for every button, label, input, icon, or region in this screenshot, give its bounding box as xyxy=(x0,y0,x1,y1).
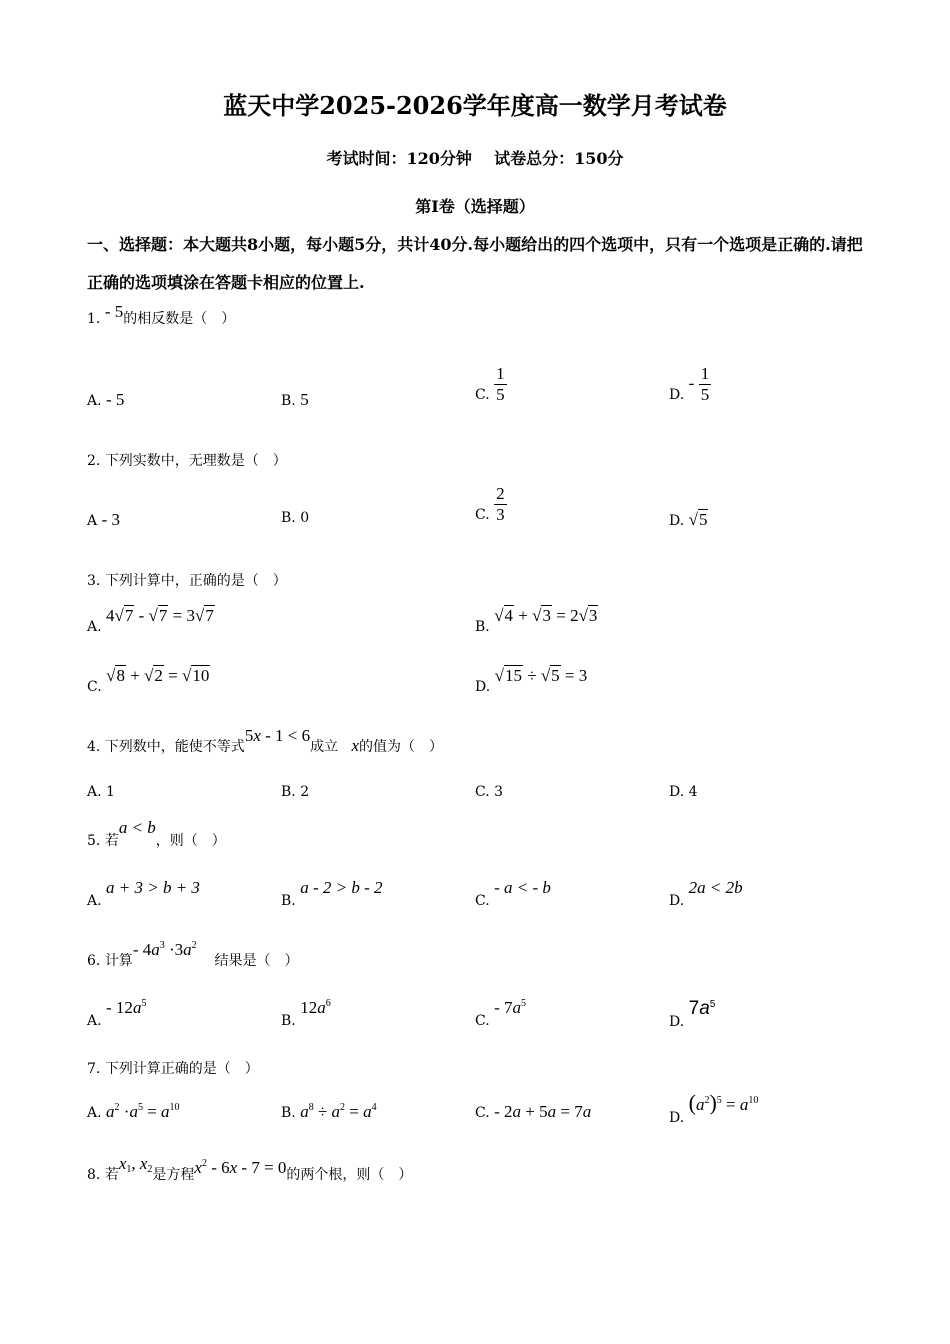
q1-option-c[interactable]: C. $\frac{1}{5}$ xyxy=(475,364,505,404)
question-3: 3. 下列计算中，正确的是（ ） xyxy=(87,573,287,589)
q6-option-d[interactable]: D. $7a^5$ xyxy=(669,998,716,1030)
q4-option-b[interactable]: B. 2 xyxy=(281,784,310,800)
math-expression: - 5 xyxy=(104,302,124,321)
q2-option-d[interactable]: D. √5 xyxy=(669,510,708,529)
question-4: 4. 下列数中，能使不等式5x - 1 < 6成立 x的值为（ ） xyxy=(87,726,444,755)
math-expression: 5x - 1 < 6 xyxy=(244,726,311,745)
question-5: 5. 若a < b，则（ ） xyxy=(87,818,226,849)
exam-title: 蓝天中学2025-2026学年度高一数学月考试卷 xyxy=(223,91,727,120)
question-text: 下列计算正确的是（ ） xyxy=(104,1061,259,1077)
q3-option-d[interactable]: D. √15 ÷ √5 = 3 xyxy=(475,666,588,695)
q6-option-c[interactable]: C. - $7a^5$ xyxy=(475,998,527,1029)
q5-option-d[interactable]: D. 2a < 2b xyxy=(669,878,743,909)
q3-option-c[interactable]: C. √8 + √2 = √10 xyxy=(87,666,210,695)
q7-option-c[interactable]: C. - 2a + 5a = 7a xyxy=(475,1102,592,1121)
exam-info: 考试时间：120分钟 试卷总分：150分 xyxy=(326,149,624,168)
question-6: 6. 计算- $4a^3 \cdot 3a^2$ 结果是（ ） xyxy=(87,940,299,969)
q2-option-a[interactable]: A - 3 xyxy=(87,510,120,529)
fraction: $\frac{1}{5}$ xyxy=(700,364,710,404)
fraction: $\frac{2}{3}$ xyxy=(496,484,505,524)
q2-option-b[interactable]: B. 0 xyxy=(281,510,310,526)
question-7: 7. 下列计算正确的是（ ） xyxy=(87,1061,259,1077)
q2-option-c[interactable]: C. $\frac{2}{3}$ xyxy=(475,484,505,524)
question-text: 的相反数是（ ） xyxy=(123,311,236,327)
math-expression: $x^2 - 6x - 7 = 0$ xyxy=(194,1158,287,1177)
q1-option-a[interactable]: A. - 5 xyxy=(87,390,125,409)
q4-option-c[interactable]: C. 3 xyxy=(475,784,504,800)
q1-option-b[interactable]: B. 5 xyxy=(281,390,309,409)
volume-heading: 第I卷（选择题） xyxy=(415,197,535,216)
q5-option-a[interactable]: A. a + 3 > b + 3 xyxy=(87,878,200,909)
q3-option-b[interactable]: B. √4 + √3 = 2√3 xyxy=(475,606,598,635)
question-1 xyxy=(87,302,236,328)
q5-option-c[interactable]: C. - a < - b xyxy=(475,878,551,909)
question-text: 下列实数中，无理数是（ ） xyxy=(104,453,287,469)
q6-option-b[interactable]: B. $12a^6$ xyxy=(281,998,331,1029)
question-text: 下列计算中，正确的是（ ） xyxy=(104,573,287,589)
question-number: 1. xyxy=(87,311,101,327)
section-instructions: 一、选择题：本大题共8小题，每小题5分，共计40分.每小题给出的四个选项中，只有一个选项是正确的.请把正确的选项填涂在答题卡相应的位置上. xyxy=(87,235,863,292)
math-expression: - $4a^3 \cdot 3a^2$ xyxy=(132,940,197,959)
math-expression: a < b xyxy=(118,818,156,837)
q7-option-a[interactable]: A. $a^2 \cdot a^5 = a^{10}$ xyxy=(87,1102,180,1121)
q4-option-a[interactable]: A. 1 xyxy=(87,784,115,800)
sqrt: √5 xyxy=(688,510,708,529)
question-2: 2. 下列实数中，无理数是（ ） xyxy=(87,453,287,469)
q3-option-a[interactable]: A. 4√7 - √7 = 3√7 xyxy=(87,606,214,635)
q4-option-d[interactable]: D. 4 xyxy=(669,784,698,800)
fraction: $\frac{1}{5}$ xyxy=(496,364,505,404)
q7-option-d[interactable]: D. $(a^2)^5 = a^{10}$ xyxy=(669,1090,759,1126)
q6-option-a[interactable]: A. - $12a^5$ xyxy=(87,998,147,1029)
q5-option-b[interactable]: B. a - 2 > b - 2 xyxy=(281,878,383,909)
q1-option-d[interactable]: D. - $\frac{1}{5}$ xyxy=(669,364,710,404)
q7-option-b[interactable]: B. $a^8 \div a^2 = a^4$ xyxy=(281,1102,377,1121)
math-expression: $x_1$, $x_2$ xyxy=(118,1154,153,1175)
question-8: 8. 若$x_1$, $x_2$是方程$x^2 - 6x - 7 = 0$的两个根，则（ ） xyxy=(87,1154,413,1183)
